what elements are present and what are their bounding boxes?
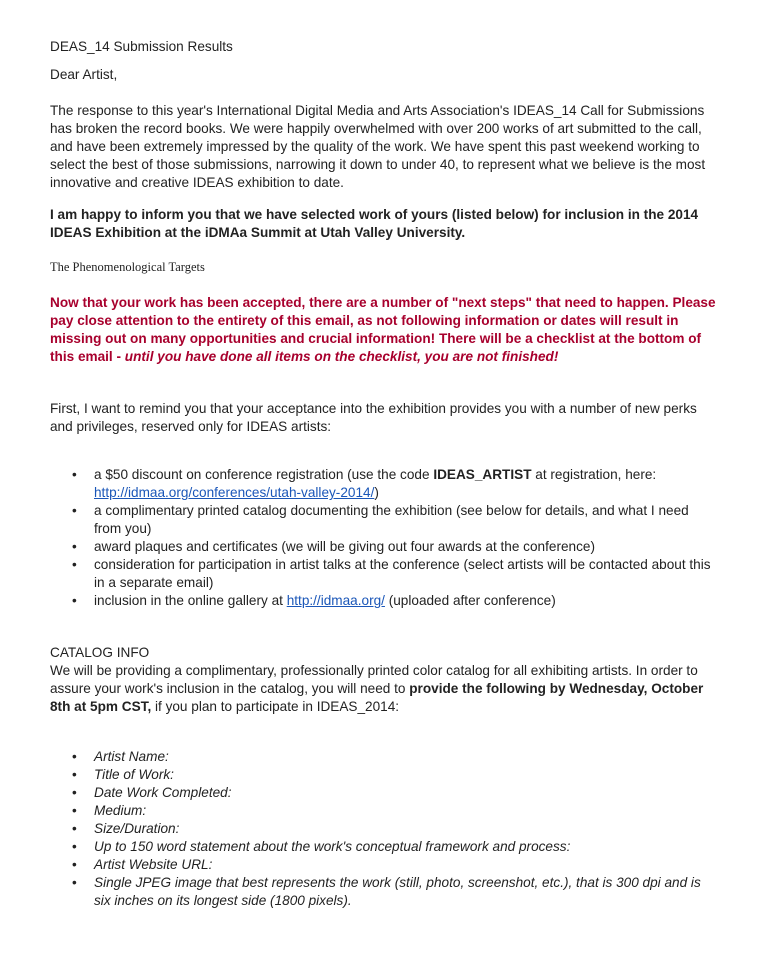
bullet-icon: •: [72, 467, 77, 482]
list-item: • consideration for participation in artist talks at the conference (select artists will be contacted about this in a separate email): [72, 557, 711, 590]
bullet-icon: •: [72, 875, 77, 890]
bullet-icon: •: [72, 539, 77, 554]
bullet-icon: •: [72, 749, 77, 764]
bullet-icon: •: [72, 557, 77, 572]
perks-list: [72, 466, 712, 610]
bullet-icon: •: [72, 785, 77, 800]
next-steps-warning: [50, 294, 722, 366]
catalog-intro: We will be providing a complimentary, professionally printed color catalog for all exhibiting artists. In order to assure your work's inclusion in the catalog, you will need to provide the following by Wednesday, October 8th at 5pm CST, if you plan to participate in IDEAS_2014:: [50, 663, 704, 714]
work-title: The Phenomenological Targets: [50, 260, 205, 274]
list-item: • Title of Work:: [72, 767, 174, 782]
catalog-heading: CATALOG INFO: [50, 645, 150, 660]
next-steps-text: Now that your work has been accepted, there are a number of "next steps" that need to happen. Please pay close attention to the entirety of this email, as not following information or dates will result in missing out on many opportunities and crucial information! There will be a checklist at the bottom of this email -: [50, 295, 716, 364]
intro-paragraph: The response to this year's International Digital Media and Arts Association's IDEAS_14 Call for Submissions has broken the record books. We were happily overwhelmed with over 200 works of art submitted to the call, and have been extremely impressed by the quality of the work. We have spent this past weekend working to select the best of those submissions, narrowing it down to under 40, to represent what we believe is the most innovative and creative IDEAS exhibition to date.: [50, 103, 706, 190]
gallery-link[interactable]: http://idmaa.org/: [286, 593, 385, 608]
list-item: • Medium:: [72, 803, 147, 818]
selection-notice: I am happy to inform you that we have selected work of yours (listed below) for inclusion in the 2014 IDEAS Exhibition at the iDMAa Summit at Utah Valley University.: [50, 207, 699, 240]
bullet-icon: •: [72, 503, 77, 518]
email-subject: DEAS_14 Submission Results: [50, 39, 233, 54]
list-item: • Artist Website URL:: [72, 857, 213, 872]
bullet-icon: •: [72, 839, 77, 854]
greeting: Dear Artist,: [50, 67, 118, 82]
registration-link[interactable]: http://idmaa.org/conferences/utah-valley-2014/: [94, 485, 375, 500]
bullet-icon: •: [72, 593, 77, 608]
bullet-icon: •: [72, 857, 77, 872]
bullet-icon: •: [72, 803, 77, 818]
list-item: • Up to 150 word statement about the work's conceptual framework and process:: [72, 839, 571, 854]
next-steps-italic: until you have done all items on the checklist, you are not finished!: [124, 349, 559, 364]
bullet-icon: •: [72, 821, 77, 836]
list-item: • inclusion in the online gallery at http://idmaa.org/ (uploaded after conference): [72, 593, 556, 608]
list-item: • Artist Name:: [72, 749, 169, 764]
catalog-requirements-list: [72, 748, 712, 910]
bullet-icon: •: [72, 767, 77, 782]
list-item: • award plaques and certificates (we will be giving out four awards at the conference): [72, 539, 595, 554]
list-item: • Single JPEG image that best represents the work (still, photo, screenshot, etc.), that is 300 dpi and is six inches on its longest side (1800 pixels).: [72, 875, 701, 908]
list-item: • Size/Duration:: [72, 821, 180, 836]
perks-intro: First, I want to remind you that your acceptance into the exhibition provides you with a number of new perks and privileges, reserved only for IDEAS artists:: [50, 401, 697, 434]
list-item: • a complimentary printed catalog documenting the exhibition (see below for details, and what I need from you): [72, 503, 689, 536]
list-item: • Date Work Completed:: [72, 785, 232, 800]
discount-code: IDEAS_ARTIST: [433, 467, 532, 482]
list-item: • a $50 discount on conference registration (use the code IDEAS_ARTIST at registration, here: http://idmaa.org/conferences/utah-valley-2014/): [72, 467, 657, 500]
catalog-deadline: provide the following by Wednesday, October 8th at 5pm CST,: [50, 681, 704, 714]
